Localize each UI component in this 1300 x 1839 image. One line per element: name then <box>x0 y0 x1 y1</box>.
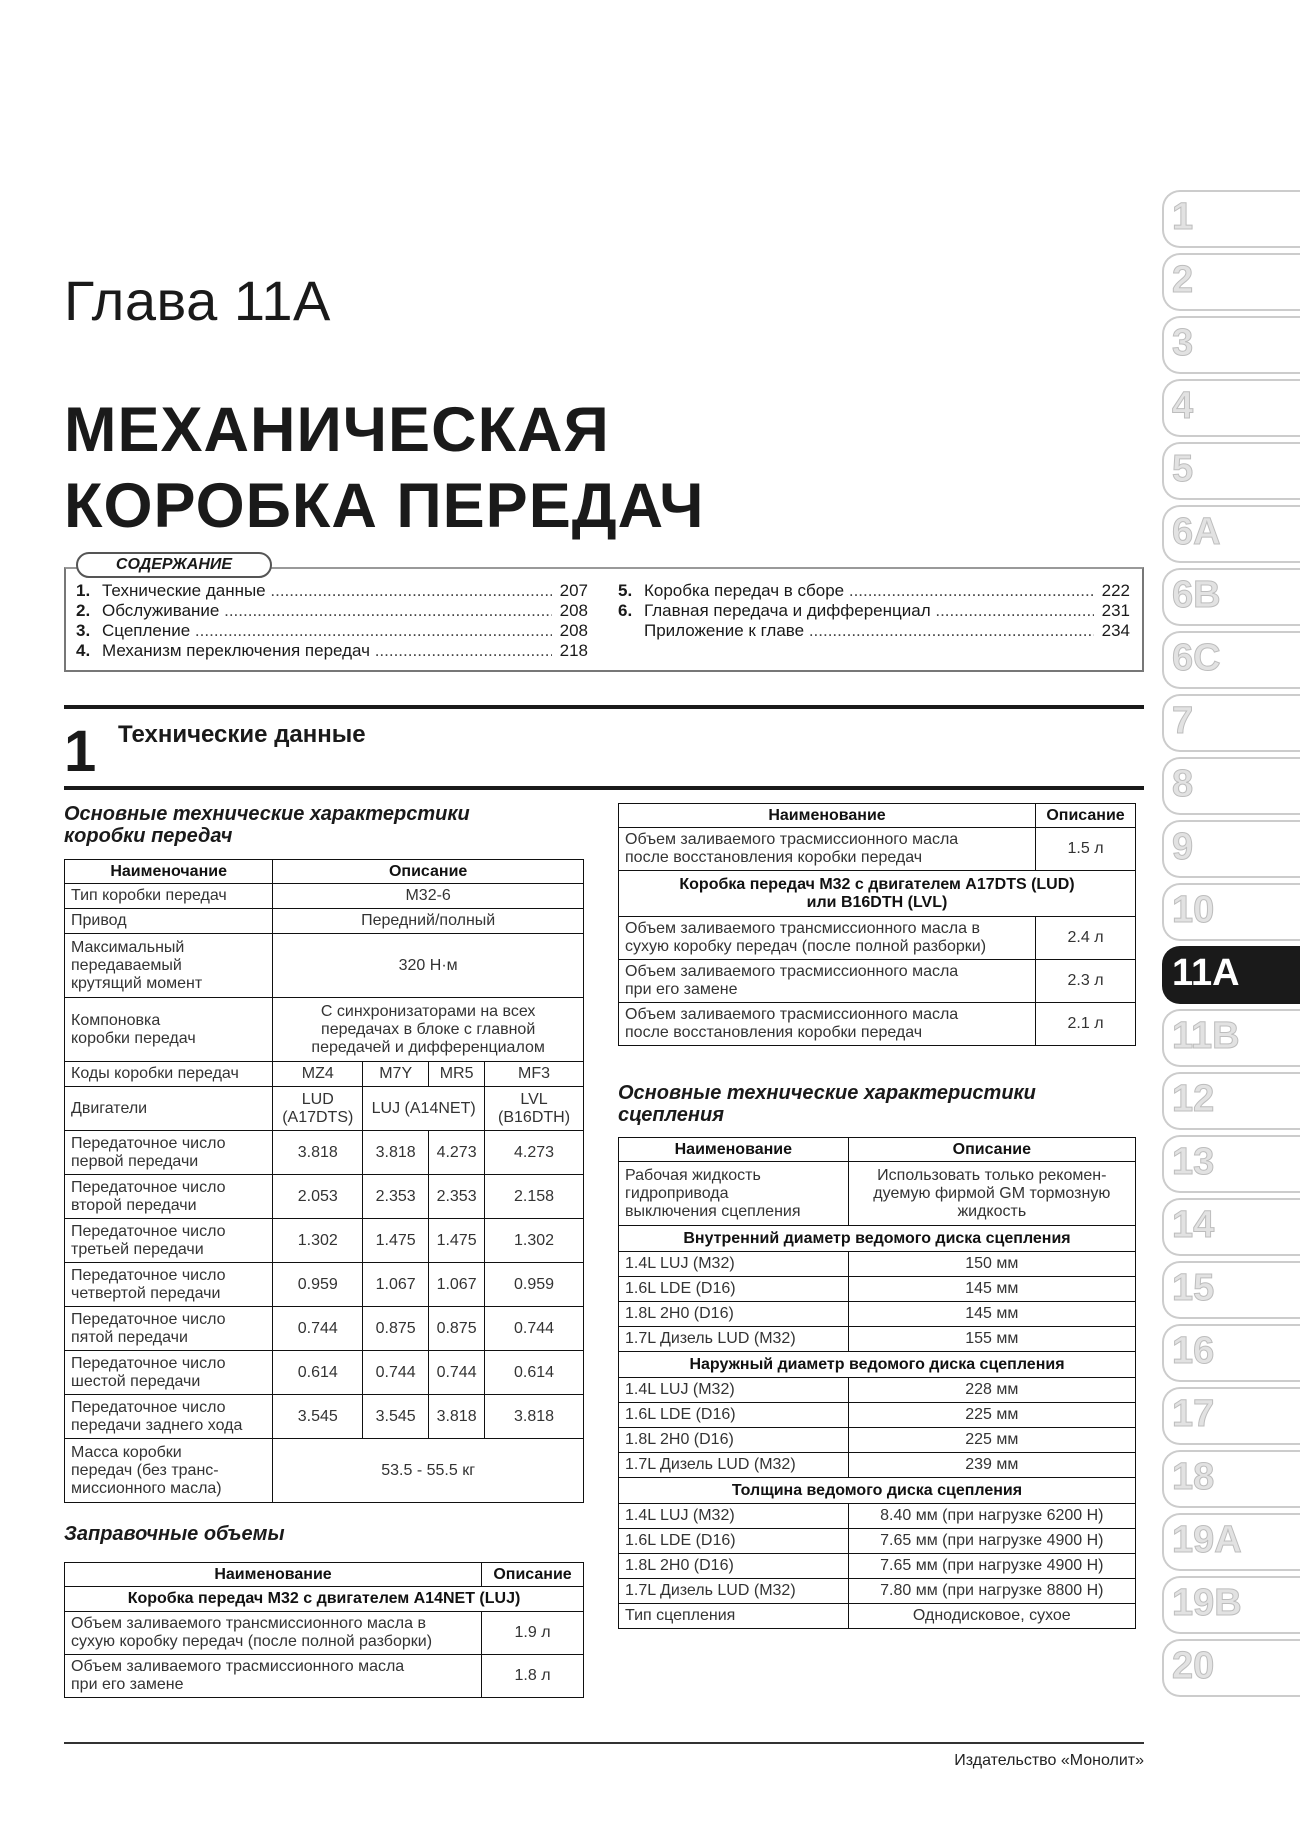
row-label: Тип сцепления <box>619 1604 849 1629</box>
row-value: 0.875 <box>429 1307 485 1351</box>
row-value: LUD (A17DTS) <box>273 1087 363 1131</box>
row-value: 8.40 мм (при нагрузке 6200 Н) <box>848 1504 1135 1529</box>
row-value: MR5 <box>429 1062 485 1087</box>
toc-item-title: Приложение к главе ..... <box>644 621 1094 641</box>
table-row <box>65 1612 584 1655</box>
row-value: LVL (B16DTH) <box>485 1087 584 1131</box>
tab-label: 4 <box>1172 385 1194 427</box>
row-value: 2.1 л <box>1036 1003 1136 1046</box>
toc-item[interactable] <box>76 641 588 661</box>
table-row <box>619 1378 1136 1403</box>
toc-item-title: Технические данные ..... <box>102 581 552 601</box>
row-label: 1.7L Дизель LUD (M32) <box>619 1579 849 1604</box>
row-value: 1.302 <box>273 1219 363 1263</box>
row-label: 1.4L LUJ (M32) <box>619 1378 849 1403</box>
heading-line: коробки передач <box>64 825 233 847</box>
table-row <box>619 1003 1136 1046</box>
row-value: 0.744 <box>363 1351 429 1395</box>
chapter-tab-11b[interactable] <box>1162 1009 1300 1067</box>
tab-label: 16 <box>1172 1330 1215 1372</box>
table-row <box>619 828 1136 871</box>
toc-item-number: 3. <box>76 621 91 640</box>
table-row <box>65 1263 584 1307</box>
table-header-row <box>65 1563 584 1587</box>
chapter-tab-16[interactable] <box>1162 1324 1300 1382</box>
heading-line: Основные технические характеристики <box>618 1082 1036 1104</box>
toc-item-number: 1. <box>76 581 91 600</box>
row-value: 2.4 л <box>1036 917 1136 960</box>
row-value: 53.5 - 55.5 кг <box>273 1439 584 1503</box>
column-header: Наименочание <box>65 860 273 884</box>
row-value: 0.614 <box>273 1351 363 1395</box>
row-value: MZ4 <box>273 1062 363 1087</box>
row-value: M7Y <box>363 1062 429 1087</box>
table-row <box>619 1302 1136 1327</box>
table-row <box>65 1655 584 1698</box>
column-header: Описание <box>273 860 584 884</box>
chapter-tab-12[interactable] <box>1162 1072 1300 1130</box>
fill-volumes-table-continued <box>618 803 1136 1046</box>
table-row <box>65 1219 584 1263</box>
group-label: Коробка передач M32 с двигателем A14NET (LUJ) <box>65 1587 584 1612</box>
group-row <box>619 1478 1136 1504</box>
toc-item-page: 222 <box>1101 581 1130 600</box>
title-line-2: КОРОБКА ПЕРЕДАЧ <box>64 471 705 541</box>
table-row <box>65 884 584 909</box>
row-label: Передаточное число третьей передачи <box>65 1219 273 1263</box>
row-value: 0.959 <box>273 1263 363 1307</box>
table-row <box>65 1175 584 1219</box>
row-label: Объем заливаемого трасмиссионного масла при его замене <box>619 960 1036 1003</box>
row-value: 0.744 <box>485 1307 584 1351</box>
toc-item-page: 208 <box>559 621 588 640</box>
row-label: Компоновка коробки передач <box>65 998 273 1062</box>
chapter-tab-10[interactable] <box>1162 883 1300 941</box>
row-value: 228 мм <box>848 1378 1135 1403</box>
table-row <box>619 1504 1136 1529</box>
toc-item-page: 208 <box>559 601 588 620</box>
table-row <box>619 1277 1136 1302</box>
row-label: Двигатели <box>65 1087 273 1131</box>
tab-label: 3 <box>1172 322 1194 364</box>
row-value: 7.65 мм (при нагрузке 4900 Н) <box>848 1529 1135 1554</box>
table-row <box>65 909 584 934</box>
toc-item-number: 4. <box>76 641 91 660</box>
toc-right-column <box>618 581 1130 641</box>
footer-rule <box>64 1742 1144 1744</box>
toc-item[interactable] <box>76 601 588 621</box>
row-value: 2.158 <box>485 1175 584 1219</box>
row-value: 2.353 <box>429 1175 485 1219</box>
row-value: 3.545 <box>363 1395 429 1439</box>
row-value: 145 мм <box>848 1277 1135 1302</box>
row-label: Передаточное число шестой передачи <box>65 1351 273 1395</box>
section-title: Технические данные <box>118 721 366 748</box>
table-row <box>619 1162 1136 1226</box>
chapter-tab-19a[interactable] <box>1162 1513 1300 1571</box>
gearbox-specs-table <box>64 859 584 1503</box>
row-label: 1.8L 2H0 (D16) <box>619 1554 849 1579</box>
chapter-tab-11a[interactable] <box>1162 946 1300 1004</box>
table-row <box>619 960 1136 1003</box>
toc-item-number: 2. <box>76 601 91 620</box>
clutch-specs-heading <box>618 1082 1036 1126</box>
tab-label: 6B <box>1172 574 1221 616</box>
tab-label: 11B <box>1172 1015 1240 1057</box>
toc-item[interactable] <box>618 601 1130 621</box>
toc-item-number: 5. <box>618 581 633 600</box>
table-row <box>619 1252 1136 1277</box>
chapter-tab-13[interactable] <box>1162 1135 1300 1193</box>
row-label: Тип коробки передач <box>65 884 273 909</box>
row-value: 3.818 <box>485 1395 584 1439</box>
table-row <box>65 998 584 1062</box>
row-label: Объем заливаемого трасмиссионного масла после восстановления коробки передач <box>619 828 1036 871</box>
fill-volumes-table <box>64 1562 584 1698</box>
table-header-row <box>619 804 1136 828</box>
row-value: 7.80 мм (при нагрузке 8800 Н) <box>848 1579 1135 1604</box>
row-label: 1.4L LUJ (M32) <box>619 1252 849 1277</box>
row-value: 2.3 л <box>1036 960 1136 1003</box>
row-label: 1.6L LDE (D16) <box>619 1403 849 1428</box>
row-label: Рабочая жидкость гидропривода выключения сцепления <box>619 1162 849 1226</box>
row-value: 239 мм <box>848 1453 1135 1478</box>
tab-label: 17 <box>1172 1393 1215 1435</box>
table-header-row <box>619 1138 1136 1162</box>
tab-label: 19A <box>1172 1519 1242 1561</box>
row-value: 4.273 <box>429 1131 485 1175</box>
row-label: Коды коробки передач <box>65 1062 273 1087</box>
row-label: Передаточное число передачи заднего хода <box>65 1395 273 1439</box>
row-value: 225 мм <box>848 1428 1135 1453</box>
row-label: 1.7L Дизель LUD (M32) <box>619 1453 849 1478</box>
row-value: 1.9 л <box>482 1612 584 1655</box>
row-value: LUJ (A14NET) <box>363 1087 485 1131</box>
row-value: 0.614 <box>485 1351 584 1395</box>
row-label: Объем заливаемого трасмиссионного масла при его замене <box>65 1655 482 1698</box>
tab-label: 19B <box>1172 1582 1242 1624</box>
table-row <box>619 1604 1136 1629</box>
column-header: Описание <box>1036 804 1136 828</box>
tab-label: 2 <box>1172 259 1194 301</box>
row-label: Передаточное число первой передачи <box>65 1131 273 1175</box>
row-value: 2.053 <box>273 1175 363 1219</box>
toc-item-title: Коробка передач в сборе ..... <box>644 581 1094 601</box>
row-value: 1.067 <box>429 1263 485 1307</box>
chapter-tab-7[interactable] <box>1162 694 1300 752</box>
table-row <box>65 934 584 998</box>
group-label: Внутренний диаметр ведомого диска сцепления <box>619 1226 1136 1252</box>
section-rule-bottom <box>64 786 1144 790</box>
row-label: 1.6L LDE (D16) <box>619 1529 849 1554</box>
row-label: 1.8L 2H0 (D16) <box>619 1428 849 1453</box>
row-value: 1.475 <box>429 1219 485 1263</box>
column-header: Наименование <box>65 1563 482 1587</box>
table-row <box>65 1062 584 1087</box>
row-value: 1.067 <box>363 1263 429 1307</box>
row-value: 3.818 <box>429 1395 485 1439</box>
group-label: Наружный диаметр ведомого диска сцепления <box>619 1352 1136 1378</box>
row-label: Передаточное число четвертой передачи <box>65 1263 273 1307</box>
tab-label: 1 <box>1172 196 1194 238</box>
row-value: MF3 <box>485 1062 584 1087</box>
chapter-tab-6a[interactable] <box>1162 505 1300 563</box>
tab-label: 11A <box>1172 952 1240 994</box>
chapter-tab-4[interactable] <box>1162 379 1300 437</box>
tab-label: 18 <box>1172 1456 1215 1498</box>
table-row <box>619 1403 1136 1428</box>
chapter-tabs <box>1162 190 1300 1702</box>
row-value: 1.8 л <box>482 1655 584 1698</box>
tab-label: 10 <box>1172 889 1215 931</box>
toc-label: СОДЕРЖАНИЕ <box>76 552 272 578</box>
group-row <box>619 1352 1136 1378</box>
table-row <box>619 1327 1136 1352</box>
row-label: Передаточное число пятой передачи <box>65 1307 273 1351</box>
chapter-label: Глава 11А <box>64 269 331 332</box>
row-value: 145 мм <box>848 1302 1135 1327</box>
toc-item-page: 231 <box>1101 601 1130 620</box>
toc-item-title: Главная передача и дифференциал ..... <box>644 601 1094 621</box>
row-value: 1.5 л <box>1036 828 1136 871</box>
tab-label: 13 <box>1172 1141 1215 1183</box>
tab-label: 5 <box>1172 448 1194 490</box>
toc-item[interactable] <box>618 621 1130 641</box>
column-header: Наименование <box>619 804 1036 828</box>
page-title <box>64 392 964 544</box>
section-number: 1 <box>64 719 97 784</box>
table-row <box>619 917 1136 960</box>
tab-label: 9 <box>1172 826 1194 868</box>
column-header: Наименование <box>619 1138 849 1162</box>
chapter-tab-15[interactable] <box>1162 1261 1300 1319</box>
table-row <box>65 1351 584 1395</box>
heading-line: сцепления <box>618 1104 724 1126</box>
row-label: Объем заливаемого трансмиссионного масла в сухую коробку передач (после полной разборки) <box>65 1612 482 1655</box>
tab-label: 20 <box>1172 1645 1215 1687</box>
chapter-tab-1[interactable] <box>1162 190 1300 248</box>
table-row <box>65 1307 584 1351</box>
chapter-tab-6b[interactable] <box>1162 568 1300 626</box>
row-value: 0.744 <box>273 1307 363 1351</box>
table-row <box>619 1453 1136 1478</box>
row-value: Передний/полный <box>273 909 584 934</box>
group-row <box>65 1587 584 1612</box>
row-value: 225 мм <box>848 1403 1135 1428</box>
row-label: 1.8L 2H0 (D16) <box>619 1302 849 1327</box>
clutch-specs-table <box>618 1137 1136 1629</box>
tab-label: 6A <box>1172 511 1221 553</box>
title-line-1: МЕХАНИЧЕСКАЯ <box>64 395 610 465</box>
tab-label: 12 <box>1172 1078 1215 1120</box>
toc-item-number: 6. <box>618 601 633 620</box>
tab-label: 8 <box>1172 763 1194 805</box>
chapter-tab-6c[interactable] <box>1162 631 1300 689</box>
row-value: 3.818 <box>273 1131 363 1175</box>
row-value: 1.302 <box>485 1219 584 1263</box>
chapter-tab-8[interactable] <box>1162 757 1300 815</box>
table-row <box>619 1529 1136 1554</box>
chapter-tab-17[interactable] <box>1162 1387 1300 1445</box>
row-value: 0.875 <box>363 1307 429 1351</box>
row-label: Привод <box>65 909 273 934</box>
row-value: 7.65 мм (при нагрузке 4900 Н) <box>848 1554 1135 1579</box>
row-value: 3.818 <box>363 1131 429 1175</box>
tab-label: 15 <box>1172 1267 1215 1309</box>
row-label: Объем заливаемого трасмиссионного масла после восстановления коробки передач <box>619 1003 1036 1046</box>
row-label: Максимальный передаваемый крутящий момент <box>65 934 273 998</box>
chapter-tab-19b[interactable] <box>1162 1576 1300 1634</box>
fill-volumes-heading: Заправочные объемы <box>64 1523 285 1545</box>
group-label: Коробка передач M32 с двигателем A17DTS (LUD) или B16DTH (LVL) <box>619 871 1136 917</box>
column-header: Описание <box>848 1138 1135 1162</box>
table-row <box>65 1131 584 1175</box>
table-header-row <box>65 860 584 884</box>
group-row <box>619 871 1136 917</box>
tab-label: 7 <box>1172 700 1194 742</box>
row-value: 4.273 <box>485 1131 584 1175</box>
row-value: 0.744 <box>429 1351 485 1395</box>
row-label: Масса коробки передач (без транс- миссионного масла) <box>65 1439 273 1503</box>
gearbox-specs-heading <box>64 803 470 847</box>
row-label: 1.4L LUJ (M32) <box>619 1504 849 1529</box>
row-label: 1.6L LDE (D16) <box>619 1277 849 1302</box>
row-label: Передаточное число второй передачи <box>65 1175 273 1219</box>
toc-item-number <box>618 621 644 641</box>
toc-left-column <box>76 581 588 661</box>
row-label: 1.7L Дизель LUD (M32) <box>619 1327 849 1352</box>
toc-item-title: Механизм переключения передач ..... <box>102 641 552 661</box>
table-row <box>65 1087 584 1131</box>
toc-item-page: 207 <box>559 581 588 600</box>
chapter-tab-9[interactable] <box>1162 820 1300 878</box>
toc-item-page: 234 <box>1101 621 1130 640</box>
section-rule-top <box>64 705 1144 709</box>
heading-line: Основные технические характерстики <box>64 803 470 825</box>
table-row <box>619 1554 1136 1579</box>
row-value: 320 Н·м <box>273 934 584 998</box>
table-row <box>619 1579 1136 1604</box>
row-value: M32-6 <box>273 884 584 909</box>
column-header: Описание <box>482 1563 584 1587</box>
toc-item[interactable] <box>76 581 588 601</box>
chapter-tab-5[interactable] <box>1162 442 1300 500</box>
toc-item-page: 218 <box>559 641 588 660</box>
publisher-credit: Издательство «Монолит» <box>954 1752 1144 1769</box>
chapter-tab-3[interactable] <box>1162 316 1300 374</box>
chapter-tab-2[interactable] <box>1162 253 1300 311</box>
group-label: Толщина ведомого диска сцепления <box>619 1478 1136 1504</box>
row-value: 155 мм <box>848 1327 1135 1352</box>
group-row <box>619 1226 1136 1252</box>
toc-item[interactable] <box>76 621 588 641</box>
row-value: 3.545 <box>273 1395 363 1439</box>
chapter-tab-18[interactable] <box>1162 1450 1300 1508</box>
tab-label: 6C <box>1172 637 1221 679</box>
table-row <box>65 1395 584 1439</box>
row-value: Использовать только рекомен- дуемую фирмой GM тормозную жидкость <box>848 1162 1135 1226</box>
row-value: 0.959 <box>485 1263 584 1307</box>
chapter-tab-20[interactable] <box>1162 1639 1300 1697</box>
table-row <box>65 1439 584 1503</box>
row-label: Объем заливаемого трансмиссионного масла в сухую коробку передач (после полной разборки) <box>619 917 1036 960</box>
row-value: 1.475 <box>363 1219 429 1263</box>
toc-item-title: Сцепление ..... <box>102 621 552 641</box>
row-value: С синхронизаторами на всех передачах в блоке с главной передачей и дифференциалом <box>273 998 584 1062</box>
tab-label: 14 <box>1172 1204 1215 1246</box>
toc-item-title: Обслуживание ..... <box>102 601 552 621</box>
toc-item[interactable] <box>618 581 1130 601</box>
chapter-tab-14[interactable] <box>1162 1198 1300 1256</box>
row-value: 150 мм <box>848 1252 1135 1277</box>
row-value: 2.353 <box>363 1175 429 1219</box>
row-value: Однодисковое, сухое <box>848 1604 1135 1629</box>
table-row <box>619 1428 1136 1453</box>
